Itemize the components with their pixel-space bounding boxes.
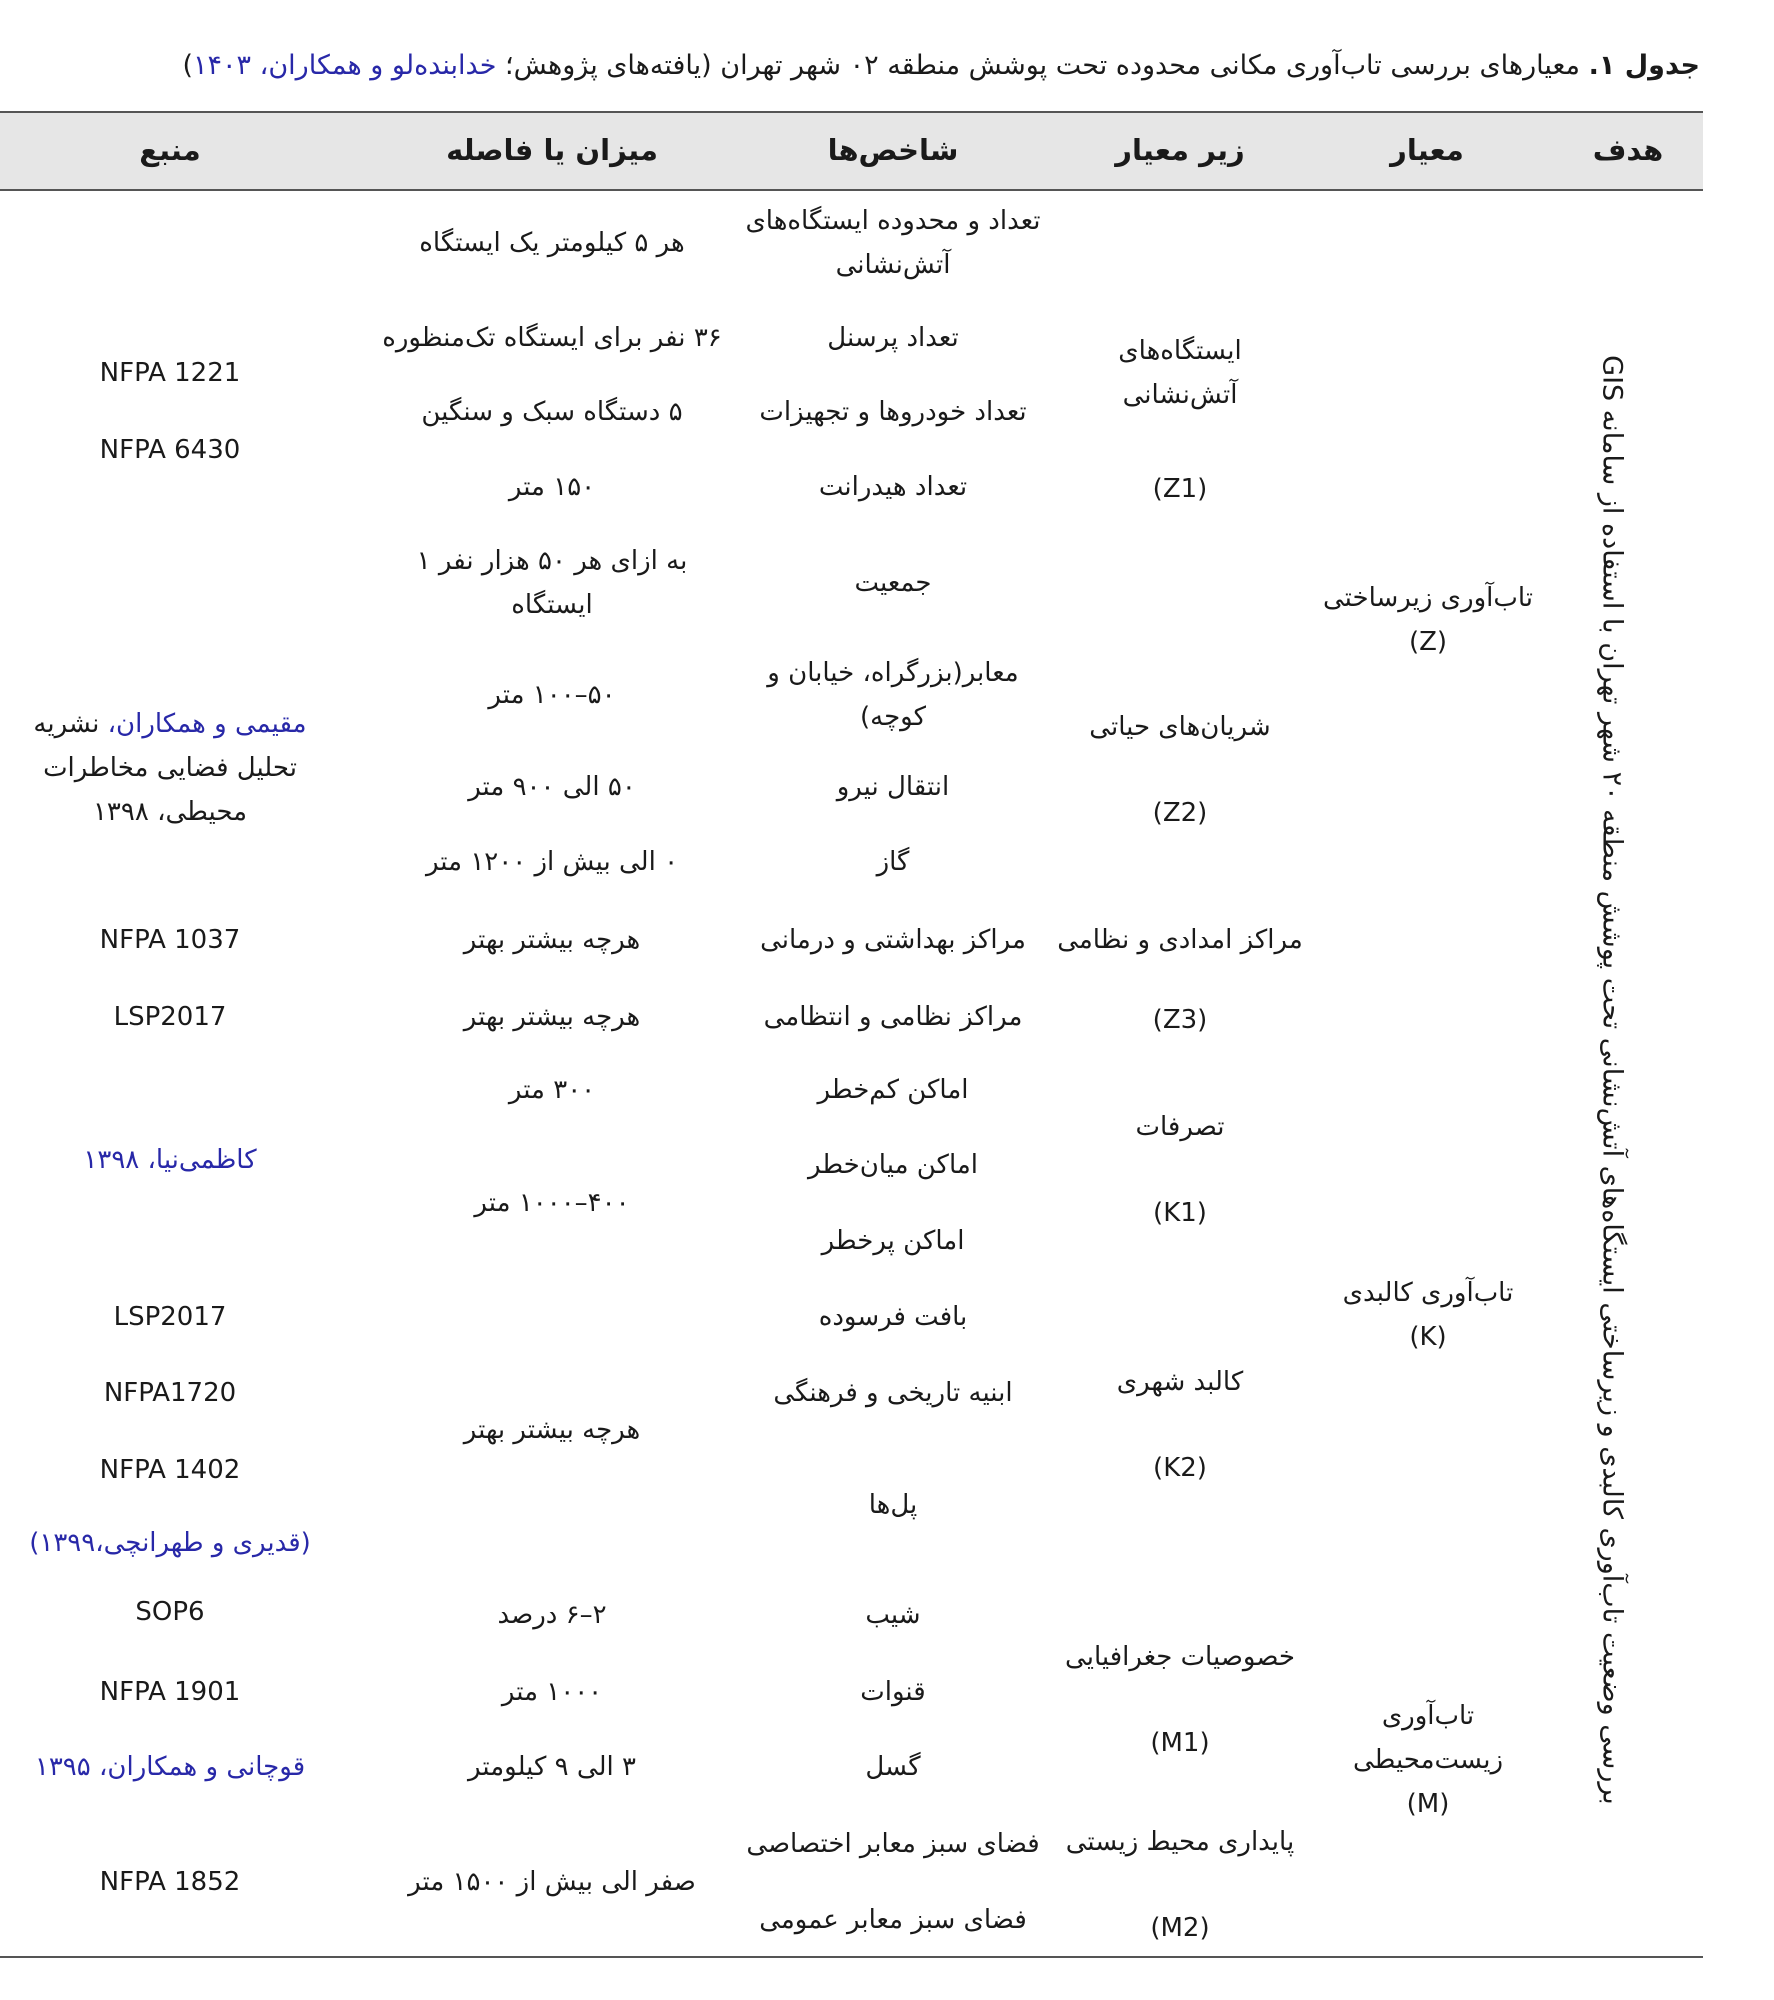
criterion-label: تاب‌آوری کالبدی <box>1342 1278 1514 1308</box>
subcriterion-label: پایداری محیط زیستی <box>1065 1827 1295 1857</box>
indicator-cell: گاز <box>876 847 910 877</box>
source-cell <box>0 702 340 834</box>
subcriterion-code: (Z1) <box>1152 474 1208 504</box>
measure-cell: ۱۵۰ متر <box>508 472 596 502</box>
caption-close: ) <box>182 50 194 81</box>
header-criterion: معیار <box>1390 133 1464 167</box>
indicator-cell: اماکن کم‌خطر <box>817 1075 969 1105</box>
indicator-cell: ابنیه تاریخی و فرهنگی <box>773 1378 1013 1408</box>
source-citation-link[interactable]: کاظمی‌نیا، ۱۳۹۸ <box>83 1145 257 1175</box>
header-goal: هدف <box>1592 133 1664 167</box>
indicator-cell: تعداد خودروها و تجهیزات <box>759 397 1027 427</box>
indicator-cell: فضای سبز معابر عمومی <box>759 1905 1027 1935</box>
subcriterion-cell <box>1050 1820 1310 1950</box>
measure-cell: ۵۰–۱۰۰ متر <box>488 680 616 710</box>
source-cell: NFPA 1402 <box>99 1455 241 1485</box>
subcriterion-code: (M1) <box>1150 1728 1210 1758</box>
measure-cell: ۵ دستگاه سبک و سنگین <box>421 397 683 427</box>
subcriterion-code: (Z3) <box>1152 1005 1208 1035</box>
subcriterion-label: خصوصیات جغرافیایی <box>1065 1642 1295 1672</box>
source-citation-link[interactable]: (قدیری و طهرانچی،۱۳۹۹) <box>29 1528 311 1558</box>
criterion-cell <box>1313 576 1543 664</box>
measure-cell: ۳۶ نفر برای ایستگاه تک‌منظوره <box>382 323 722 353</box>
goal-cell: بررسی وضعیت تاب‌آوری کالبدی و زیرساختی ایستگاه‌های آتش‌نشانی تحت پوشش منطقه ۲۰ شهر تهران با استفاده از سامانه GIS <box>1596 355 1628 1805</box>
measure-cell: هرچه بیشتر بهتر <box>463 1415 641 1445</box>
measure-cell: هر ۵ کیلومتر یک ایستگاه <box>419 228 685 258</box>
indicator-cell: مراکز بهداشتی و درمانی <box>760 925 1026 955</box>
source-cell: LSP2017 <box>113 1002 227 1032</box>
indicator-cell: شیب <box>865 1600 921 1630</box>
source-cell: NFPA1720 <box>103 1378 237 1408</box>
measure-cell: هرچه بیشتر بهتر <box>463 1002 641 1032</box>
measure-cell: ۰ الی بیش از ۱۲۰۰ متر <box>425 847 679 877</box>
measure-cell: به ازای هر ۵۰ هزار نفر ۱ ایستگاه <box>416 546 688 620</box>
subcriterion-label: مراکز امدادی و نظامی <box>1057 925 1303 955</box>
subcriterion-cell <box>1050 1635 1310 1765</box>
source-cell: LSP2017 <box>113 1302 227 1332</box>
table-caption <box>182 48 1700 84</box>
measure-cell: ۲–۶ درصد <box>497 1600 607 1630</box>
indicator-cell: معابر(بزرگراه، خیابان و کوچه) <box>767 658 1019 732</box>
indicator-cell: قنوات <box>860 1677 926 1707</box>
measure-cell: صفر الی بیش از ۱۵۰۰ متر <box>408 1867 696 1897</box>
criterion-cell <box>1323 1694 1533 1826</box>
subcriterion-label: ایستگاه‌های آتش‌نشانی <box>1118 336 1242 410</box>
source-cell: NFPA 1852 <box>99 1867 241 1897</box>
measure-cell: ۳ الی ۹ کیلومتر <box>468 1752 636 1782</box>
subcriterion-label: شریان‌های حیاتی <box>1089 712 1271 742</box>
indicator-cell: اماکن پرخطر <box>821 1226 965 1256</box>
indicator-cell: پل‌ها <box>868 1490 918 1520</box>
indicator-cell: جمعیت <box>854 568 932 598</box>
measure-cell: ۳۰۰ متر <box>508 1075 596 1105</box>
subcriterion-cell <box>1050 918 1310 1042</box>
criterion-code: (M) <box>1406 1789 1450 1819</box>
source-citation-link[interactable]: قوچانی و همکاران، ۱۳۹۵ <box>34 1752 306 1782</box>
subcriterion-code: (K1) <box>1153 1198 1207 1228</box>
source-cell: NFPA 6430 <box>99 435 241 465</box>
criterion-cell <box>1313 1271 1543 1359</box>
source-cell: NFPA 1901 <box>99 1677 241 1707</box>
table-bottom-rule <box>0 1956 1703 1958</box>
source-text: نشریه تحلیل فضایی مخاطرات محیطی، ۱۳۹۸ <box>33 709 297 827</box>
subcriterion-label: تصرفات <box>1135 1112 1225 1142</box>
header-source: منبع <box>139 133 201 167</box>
criterion-label: تاب‌آوری زیرساختی <box>1322 583 1534 613</box>
subcriterion-code: (K2) <box>1153 1453 1207 1483</box>
subcriterion-code: (Z2) <box>1152 798 1208 828</box>
source-cell: NFPA 1037 <box>99 925 241 955</box>
subcriterion-cell <box>1050 705 1310 835</box>
caption-citation-link[interactable]: خدابنده‌لو و همکاران، ۱۴۰۳ <box>193 50 497 81</box>
header-subcriterion: زیر معیار <box>1115 133 1245 167</box>
indicator-cell: تعداد پرسنل <box>827 323 959 353</box>
source-cell: NFPA 1221 <box>99 358 241 388</box>
subcriterion-cell <box>1060 1105 1300 1235</box>
indicator-cell: فضای سبز معابر اختصاصی <box>746 1829 1040 1859</box>
indicator-cell: بافت فرسوده <box>818 1302 968 1332</box>
subcriterion-label: کالبد شهری <box>1116 1367 1244 1397</box>
subcriterion-code: (M2) <box>1150 1913 1210 1943</box>
subcriterion-cell <box>1075 329 1285 511</box>
indicator-cell: انتقال نیرو <box>836 772 950 802</box>
indicator-cell: تعداد هیدرانت <box>818 472 968 502</box>
indicator-cell: گسل <box>865 1752 921 1782</box>
criterion-code: (K) <box>1409 1322 1447 1352</box>
indicator-cell: مراکز نظامی و انتظامی <box>763 1002 1023 1032</box>
measure-cell: هرچه بیشتر بهتر <box>463 925 641 955</box>
criterion-label: تاب‌آوری زیست‌محیطی <box>1352 1701 1504 1775</box>
caption-label: جدول ۱. <box>1588 50 1700 81</box>
criterion-code: (Z) <box>1408 627 1448 657</box>
source-citation-link[interactable]: مقیمی و همکاران، <box>107 709 307 739</box>
indicator-cell: اماکن میان‌خطر <box>807 1150 979 1180</box>
measure-cell: ۴۰۰–۱۰۰۰ متر <box>474 1188 630 1218</box>
source-cell: SOP6 <box>135 1597 205 1627</box>
indicator-cell: تعداد و محدوده ایستگاه‌های آتش‌نشانی <box>745 206 1041 280</box>
header-indicators: شاخص‌ها <box>827 133 959 167</box>
subcriterion-cell <box>1060 1360 1300 1490</box>
measure-cell: ۱۰۰۰ متر <box>501 1677 603 1707</box>
measure-cell: ۵۰ الی ۹۰۰ متر <box>468 772 636 802</box>
caption-text: معیارهای بررسی تاب‌آوری مکانی محدوده تحت پوشش منطقه ۰۲ شهر تهران (یافته‌های پژوهش؛ <box>505 50 1580 81</box>
header-measure: میزان یا فاصله <box>446 133 658 167</box>
